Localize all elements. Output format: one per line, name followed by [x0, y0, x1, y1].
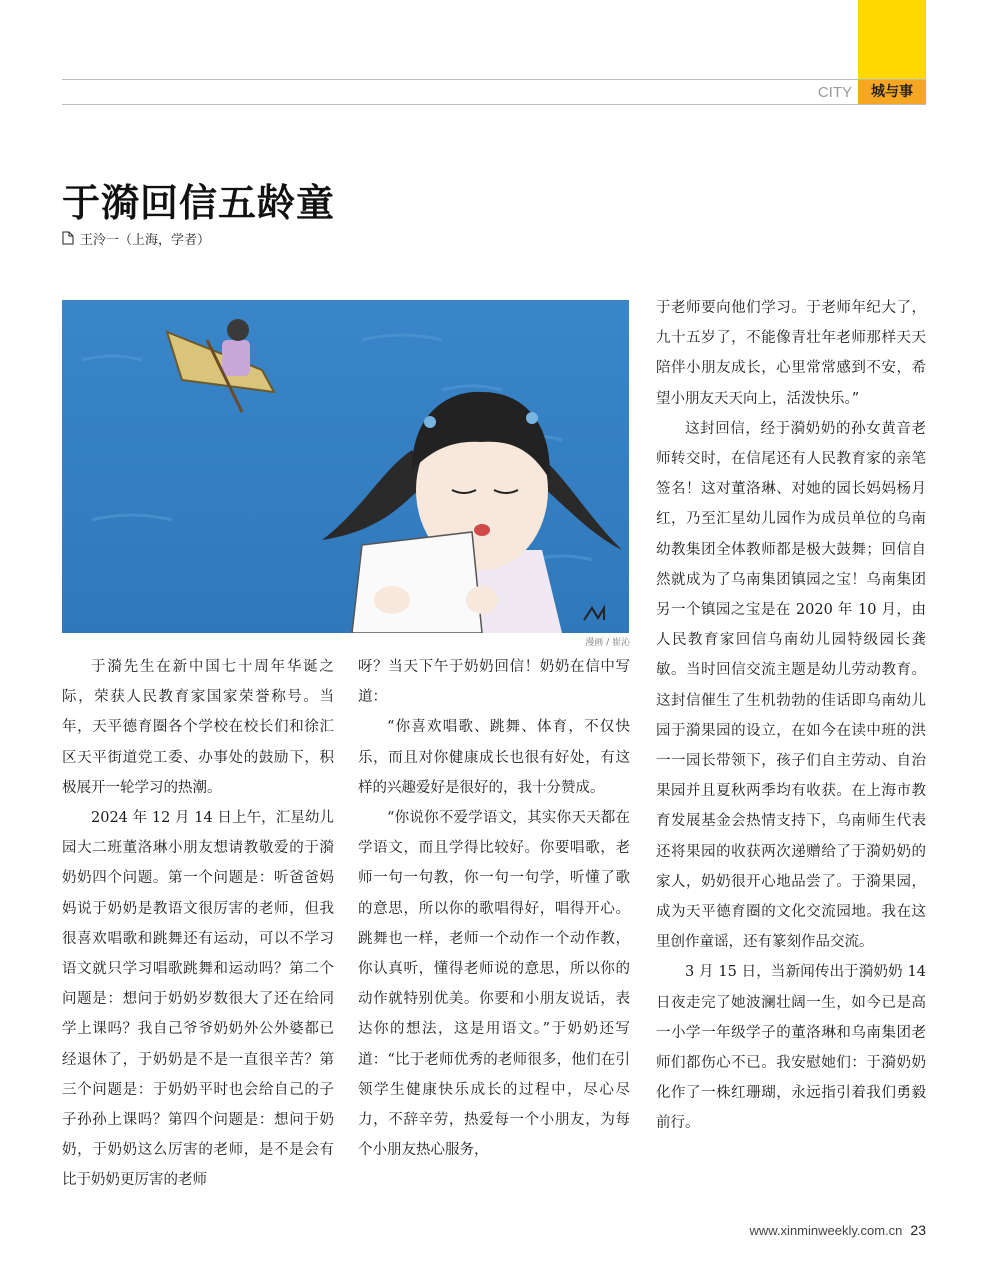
paragraph: 于老师要向他们学习。于老师年纪大了，九十五岁了，不能像青壮年老师那样天天陪伴小朋友成长，心里常常感到不安，希望小朋友天天向上，活泼快乐。”: [656, 300, 926, 407]
page-footer: [700, 1222, 926, 1238]
image-caption: 漫画 / 崔沁: [585, 638, 630, 648]
paragraph: “你说你不爱学语文，其实你天天都在学语文，而且学得比较好。你要唱歌，老师一句一句教，你一句一句学，听懂了歌的意思，所以你的歌唱得好，唱得开心。跳舞也一样，老师一个动作一个动作教，你认真听，懂得老师说的意思，所以你的动作就特别优美。你要和小朋友说话，表达你的想法，这是用语文。”于奶奶还写道：“比于老师优秀的老师很多，他们在引领学生健康快乐成长的过程中，尽心尽力，不辞辛劳，热爱每一个小朋友，为每个小朋友热心服务，: [358, 810, 630, 1159]
section-tag: 城与事: [858, 80, 926, 104]
article-column-2: [358, 652, 630, 1165]
section-label-en: CITY: [817, 84, 852, 101]
paragraph: “你喜欢唱歌、跳舞、体育，不仅快乐，而且对你健康成长也很有好处，有这样的兴趣爱好是很好的，我十分赞成。: [358, 719, 630, 796]
header-rule-bottom: [62, 104, 926, 105]
paragraph: 这封回信，经于漪奶奶的孙女黄音老师转交时，在信尾还有人民教育家的亲笔签名！这对董洛琳、对她的园长妈妈杨月红，乃至汇星幼儿园作为成员单位的乌南幼教集团全体教师都是极大鼓舞；回信自然就成为了乌南集团镇园之宝！乌南集团另一个镇园之宝是在 2020 年 10 月，由人民教育家回信乌南幼儿园特级园长龚敏。当时回信交流主题是幼儿劳动教育。这封信催生了生机勃勃的佳话即乌南幼儿园于漪果园的设立，在如今在读中班的洪一一园长带领下，孩子们自主劳动、自治果园并且夏秋两季均有收获。在上海市教育发展基金会热情支持下，乌南师生代表还将果园的收获两次递赠给了于漪奶奶的家人，奶奶很开心地品尝了。于漪果园，成为天平德育圈的文化交流园地。我在这里创作童谣，还有篆刻作品交流。: [656, 420, 926, 951]
header-rule-top: [62, 79, 926, 80]
paragraph: 3 月 15 日，当新闻传出于漪奶奶 14 日夜走完了她波澜壮阔一生，如今已是高一小学一年级学子的董洛琳和乌南集团老师们都伤心不已。我安慰她们：于漪奶奶化作了一株红珊瑚，永远指引着我们勇毅前行。: [656, 964, 926, 1132]
paragraph: 呀？当天下午于奶奶回信！奶奶在信中写道：: [358, 659, 630, 706]
article-column-1: [62, 652, 334, 1196]
paragraph: 于漪先生在新中国七十周年华诞之际，荣获人民教育家国家荣誉称号。当年，天平德育圈各个学校在校长们和徐汇区天平街道党工委、办事处的鼓励下，积极展开一轮学习的热潮。: [62, 659, 334, 796]
article-illustration: [62, 300, 629, 633]
article-column-3: [656, 293, 926, 1139]
article-title: 于漪回信五龄童: [62, 180, 336, 225]
corner-color-block: [858, 0, 926, 80]
byline-text: 王泠一（上海，学者）: [80, 232, 211, 248]
paragraph: 2024 年 12 月 14 日上午，汇星幼儿园大二班董洛琳小朋友想请教敬爱的于漪奶奶四个问题。第一个问题是：听爸爸妈妈说于奶奶是教语文很厉害的老师，但我很喜欢唱歌和跳舞还有运动，可以不学习语文就只学习唱歌跳舞和运动吗？第二个问题是：想问于奶奶岁数很大了还在给同学上课吗？我自己爷爷奶奶外公外婆都已经退休了，于奶奶是不是一直很辛苦？第三个问题是：于奶奶平时也会给自己的子子孙孙上课吗？第四个问题是：想问于奶奶，于奶奶这么厉害的老师，是不是会有比于奶奶更厉害的老师: [62, 810, 334, 1189]
page-number: 23: [910, 1222, 926, 1238]
pen-paper-icon: [62, 231, 74, 245]
byline: [62, 229, 210, 247]
website-url: www.xinminweekly.com.cn: [749, 1223, 903, 1238]
